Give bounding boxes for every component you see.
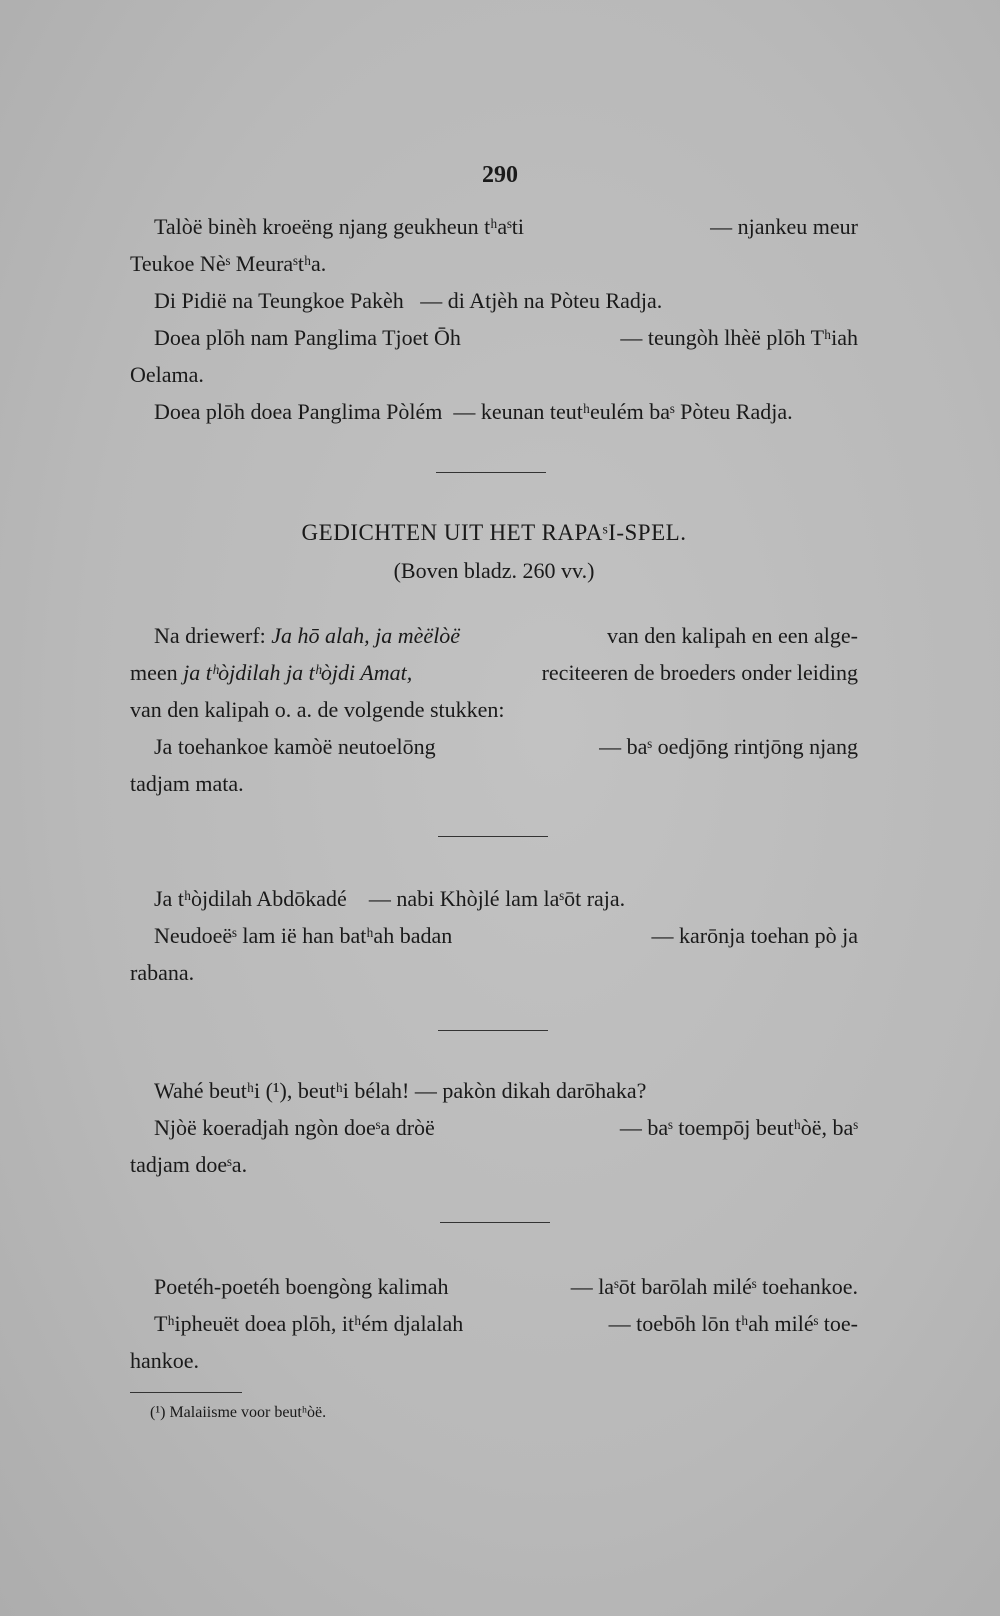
text-line: tadjam doeˢa.	[130, 1152, 248, 1177]
section-divider	[438, 1030, 548, 1031]
verse-2	[130, 1072, 858, 1183]
text-line: Njòë koeradjah ngòn doeˢa dròë — baˢ toempōj beutʰòë, baˢ	[154, 1115, 858, 1140]
text-line: Di Pidië na Teungkoe Pakèh — di Atjèh na Pòteu Radja.	[154, 288, 663, 313]
intro-paragraph	[130, 617, 858, 802]
text-line: Doea plōh doea Panglima Pòlém — keunan teutʰeulém baˢ Pòteu Radja.	[154, 399, 793, 424]
footnote: (¹) Malaiisme voor beutʰòë.	[150, 1404, 327, 1421]
text-line: Doea plōh nam Panglima Tjoet Ōh — teungòh lhèë plōh Tʰiah	[154, 325, 858, 350]
text-line: Ja tʰòjdilah Abdōkadé — nabi Khòjlé lam laˢōt raja.	[154, 886, 626, 911]
text-line: Teukoe Nèˢ Meuraˢtʰa.	[130, 251, 327, 276]
footnote-rule	[130, 1392, 242, 1393]
verse-1	[130, 880, 858, 991]
text-line: Ja toehankoe kamòë neutoelōng — baˢ oedjōng rintjōng njang	[154, 734, 858, 759]
section-title: GEDICHTEN UIT HET RAPAˢI-SPEL.	[301, 520, 687, 545]
text-line: tadjam mata.	[130, 771, 244, 796]
text-line: Neudoeëˢ lam ië han batʰah badan — karōnja toehan pò ja	[154, 923, 858, 948]
poem-block-1	[130, 208, 858, 430]
text-line: hankoe.	[130, 1348, 200, 1373]
section-divider	[436, 472, 546, 473]
text-line: Poetéh-poetéh boengòng kalimah — laˢōt barōlah miléˢ toehankoe.	[154, 1274, 858, 1299]
page-number: 290	[482, 162, 518, 188]
text-line: Na driewerf: Ja hō alah, ja mèëlòë van den kalipah en een alge-	[154, 623, 858, 648]
section-subtitle: (Boven bladz. 260 vv.)	[393, 558, 595, 583]
text-line: Wahé beutʰi (¹), beutʰi bélah! — pakòn dikah darōhaka?	[154, 1078, 647, 1103]
section-divider	[440, 1222, 550, 1223]
text-line: rabana.	[130, 960, 195, 985]
text-line: van den kalipah o. a. de volgende stukken:	[130, 697, 505, 722]
section-heading	[130, 514, 858, 589]
text-line: Tʰipheuët doea plōh, itʰém djalalah — toebōh lōn tʰah miléˢ toe-	[154, 1311, 858, 1336]
text-line: meen ja tʰòjdilah ja tʰòjdi Amat, reciteeren de broeders onder leiding	[130, 660, 858, 685]
verse-3	[130, 1268, 858, 1379]
text-line: Oelama.	[130, 362, 204, 387]
section-divider	[438, 836, 548, 837]
text-line: Talòë binèh kroeëng njang geukheun tʰaˢti — njankeu meur	[154, 214, 858, 239]
